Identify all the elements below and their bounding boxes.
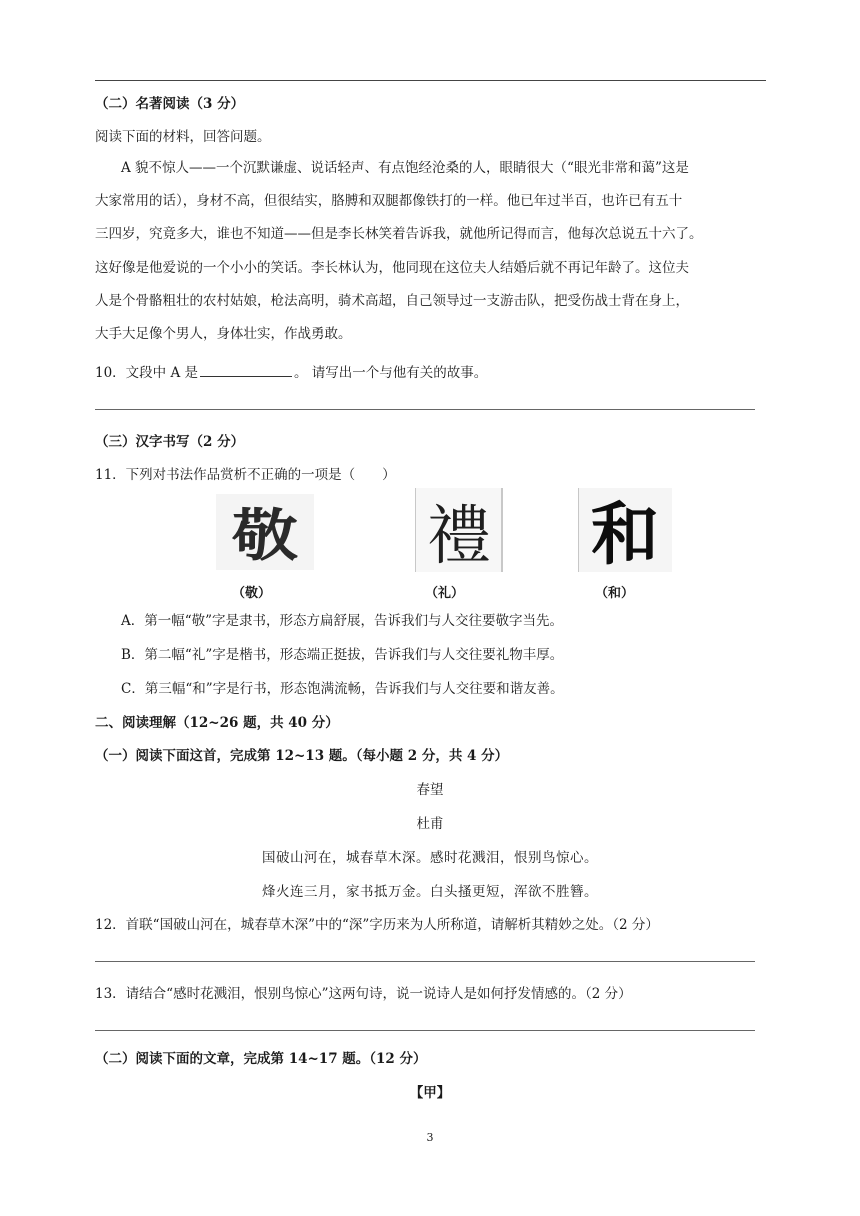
answer-line-13[interactable]	[95, 1030, 755, 1031]
section-heading-hanzi: （三）汉字书写（2 分）	[95, 434, 245, 450]
calligraphy-jing-image	[216, 494, 314, 570]
passage-line: 大手大足像个男人，身体壮实，作战勇敢。	[95, 326, 352, 343]
top-rule	[95, 80, 766, 81]
instruction-text: 阅读下面的材料，回答问题。	[95, 129, 271, 145]
passage-line: 这好像是他爱说的一个小小的笑话。李长林认为，他同现在这位夫人结婚后就不再记年龄了。这位夫	[95, 259, 689, 276]
question-13: 13．请结合“感时花溅泪，恨别鸟惊心”这两句诗，说一说诗人是如何抒发情感的。（2 分）	[95, 986, 632, 1002]
answer-line-10[interactable]	[95, 409, 755, 410]
passage-line: 人是个骨骼粗壮的农村姑娘，枪法高明，骑术高超，自己领导过一支游击队，把受伤战士背在身上，	[95, 292, 689, 309]
glyph-jing: 敬	[232, 503, 298, 569]
reading-passage	[95, 152, 765, 351]
poem-author: 杜甫	[416, 816, 444, 832]
passage-line: 大家常用的话），身材不高，但很结实，胳膊和双腿都像铁打的一样。他已年过半百，也许已有五十	[95, 193, 683, 210]
option-c: C．第三幅“和”字是行书，形态饱满流畅，告诉我们与人交往要和谐友善。	[121, 681, 564, 697]
passage-line: A 貌不惊人——一个沉默谦虚、说话轻声、有点饱经沧桑的人，眼睛很大（“眼光非常和蔼”这是	[121, 160, 689, 176]
caption-li: （礼）	[425, 586, 465, 601]
poem-line: 烽火连三月，家书抵万金。白头搔更短，浑欲不胜簪。	[262, 884, 598, 900]
sub1-heading: （一）阅读下面这首，完成第 12~13 题。（每小题 2 分，共 4 分）	[95, 748, 509, 764]
passage-line: 三四岁，究竟多大，谁也不知道——但是李长林笑着告诉我，就他所记得而言，他每次总说五十六了。	[95, 226, 703, 243]
poem-title: 春望	[416, 782, 444, 798]
glyph-li: 禮	[427, 500, 491, 572]
calligraphy-li-glyph	[415, 488, 503, 572]
option-a: A．第一幅“敬”字是隶书，形态方扁舒展，告诉我们与人交往要敬字当先。	[121, 613, 564, 629]
calligraphy-li-image	[415, 488, 503, 572]
answer-line-12[interactable]	[95, 961, 755, 962]
glyph-he: 和	[590, 496, 660, 572]
caption-he: （和）	[595, 586, 635, 601]
question-10-prefix: 10．文段中 A 是	[95, 365, 199, 381]
caption-jing: （敬）	[232, 586, 272, 601]
poem-line: 国破山河在，城春草木深。感时花溅泪，恨别鸟惊心。	[262, 850, 598, 866]
jia-label: 【甲】	[409, 1085, 451, 1101]
question-12: 12．首联“国破山河在，城春草木深”中的“深”字历来为人所称道，请解析其精妙之处。（2 分）	[95, 917, 659, 933]
calligraphy-he-image	[578, 488, 672, 572]
question-10-suffix: 。 请写出一个与他有关的故事。	[294, 365, 488, 381]
option-b: B．第二幅“礼”字是楷书，形态端正挺拔，告诉我们与人交往要礼物丰厚。	[121, 647, 564, 663]
calligraphy-jing-glyph	[216, 494, 314, 570]
calligraphy-he-glyph	[578, 488, 672, 572]
question-11: 11．下列对书法作品赏析不正确的一项是（ ）	[95, 467, 396, 483]
answer-blank[interactable]	[200, 364, 292, 377]
question-10	[95, 361, 487, 381]
sub2-heading: （二）阅读下面的文章，完成第 14~17 题。（12 分）	[95, 1051, 427, 1067]
part2-heading: 二、阅读理解（12~26 题，共 40 分）	[95, 715, 339, 731]
page-number: 3	[426, 1131, 434, 1144]
section-heading-mingzhu: （二）名著阅读（3 分）	[95, 96, 245, 112]
